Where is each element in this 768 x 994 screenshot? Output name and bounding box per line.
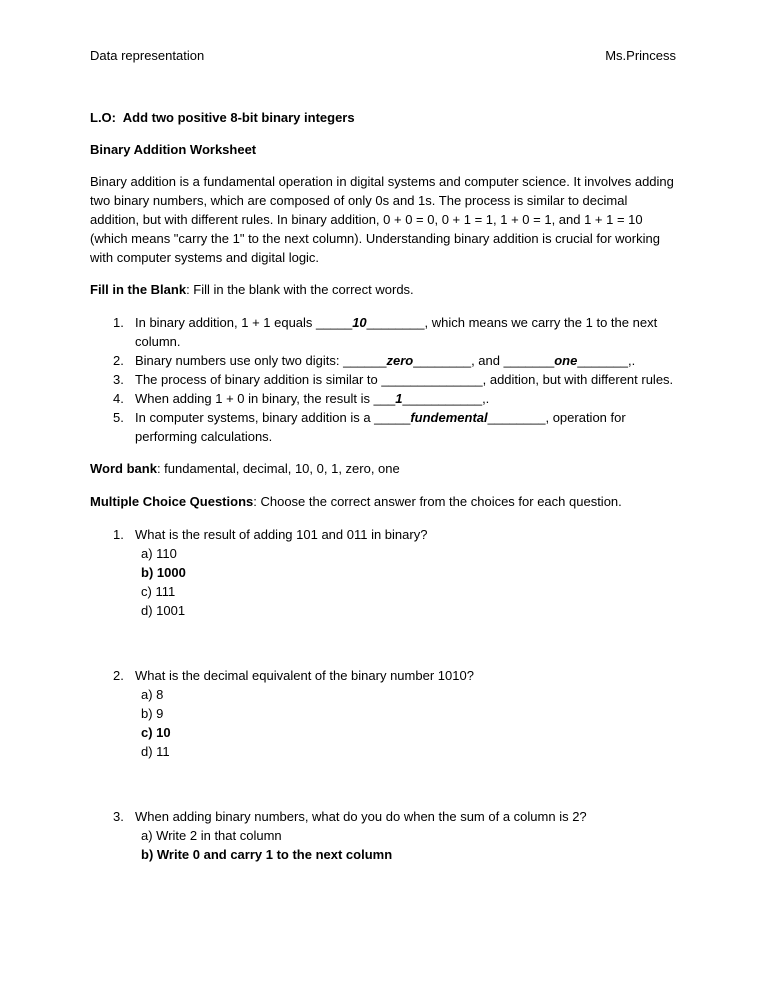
item-pre-text: Binary numbers use only two digits: — [135, 353, 344, 368]
fill-blank-instruction: : Fill in the blank with the correct words. — [186, 282, 414, 297]
mcq-heading-label: Multiple Choice Questions — [90, 494, 254, 509]
mcq-option-c: c) 10 — [141, 725, 171, 740]
worksheet-title: Binary Addition Worksheet — [90, 142, 257, 157]
fill-blank-item-2 — [90, 351, 676, 370]
blank-line: _______ — [577, 353, 628, 368]
filled-answer: fundemental — [410, 410, 488, 425]
item-pre-text: In computer systems, binary addition is a — [135, 410, 375, 425]
word-bank — [90, 459, 676, 478]
mcq-question-2 — [90, 666, 676, 761]
filled-answer: 1 — [395, 391, 403, 406]
item-pre-text: When adding 1 + 0 in binary, the result is — [135, 391, 374, 406]
blank-line: _____ — [316, 315, 353, 330]
options-list — [90, 544, 676, 620]
mcq-option-a: a) 110 — [141, 546, 177, 561]
item-number: 2. — [113, 353, 124, 368]
fill-blank-heading-label: Fill in the Blank — [90, 282, 187, 297]
blank-line: _______ — [503, 353, 555, 368]
item-pre-text: In binary addition, 1 + 1 equals — [135, 315, 317, 330]
fill-blank-item-3 — [90, 370, 676, 389]
item-number: 4. — [113, 391, 124, 406]
page-header — [90, 46, 676, 65]
filled-answer: zero — [386, 353, 414, 368]
options-list — [90, 826, 676, 864]
mcq-heading — [90, 492, 676, 511]
fill-blank-item-5 — [90, 408, 676, 446]
mcq-question-1 — [90, 525, 676, 620]
fill-blank-list — [90, 313, 676, 446]
blank-line: ________ — [413, 353, 472, 368]
mcq-option-a: a) 8 — [141, 687, 164, 702]
blank-line: ______________ — [381, 372, 483, 387]
word-bank-words: : fundamental, decimal, 10, 0, 1, zero, one — [156, 461, 400, 476]
item-number: 5. — [113, 410, 124, 425]
item-number: 3. — [113, 372, 124, 387]
mcq-option-c: c) 111 — [141, 584, 176, 599]
question-text: What is the result of adding 101 and 011 in binary? — [135, 527, 428, 542]
fill-blank-item-1 — [90, 313, 676, 351]
mcq-instruction: : Choose the correct answer from the choices for each question. — [253, 494, 622, 509]
options-list — [90, 685, 676, 761]
question-row — [90, 807, 676, 826]
fill-blank-item-4 — [90, 389, 676, 408]
question-row — [90, 666, 676, 685]
mcq-option-b: b) 9 — [141, 706, 164, 721]
header-right: Ms.Princess — [605, 48, 676, 63]
question-number: 3. — [113, 809, 124, 824]
mcq-option-d: d) 1001 — [141, 603, 186, 618]
blank-line: ___ — [373, 391, 396, 406]
item-pre-text: The process of binary addition is similar to — [135, 372, 382, 387]
question-text: When adding binary numbers, what do you do when the sum of a column is 2? — [135, 809, 587, 824]
item-post-text: ,. — [482, 391, 490, 406]
filled-answer: one — [554, 353, 578, 368]
mcq-option-d: d) 11 — [141, 744, 170, 759]
item-post-text: , addition, but with different rules. — [482, 372, 674, 387]
blank-line: ___________ — [402, 391, 483, 406]
mcq-list — [90, 525, 676, 864]
intro-paragraph: Binary addition is a fundamental operation in digital systems and computer science. It involves adding two binary numbers, which are composed of only 0s and 1s. The process is similar to decimal addition, but with different rules. In binary addition, 0 + 0 = 0, 0 + 1 = 1, 1 + 0 = 1, and 1 + 1 = 10 (which means "carry the 1" to the next column). Understanding binary addition is crucial for working with computer systems and digital logic. — [90, 174, 674, 265]
item-mid-text: , and — [471, 353, 504, 368]
blank-line: _____ — [374, 410, 411, 425]
item-post-text: , operation for performing calculations. — [135, 410, 626, 444]
question-number: 2. — [113, 668, 124, 683]
blank-line: ______ — [343, 353, 387, 368]
question-text: What is the decimal equivalent of the binary number 1010? — [135, 668, 474, 683]
blank-line: ________ — [366, 315, 425, 330]
header-left: Data representation — [90, 48, 205, 63]
fill-blank-heading — [90, 280, 676, 299]
filled-answer: 10 — [352, 315, 367, 330]
item-text — [135, 370, 676, 389]
item-text — [135, 389, 676, 408]
question-row — [90, 525, 676, 544]
learning-objective: L.O: Add two positive 8-bit binary integers — [90, 110, 355, 125]
mcq-option-b: b) Write 0 and carry 1 to the next column — [141, 847, 393, 862]
mcq-option-b: b) 1000 — [141, 565, 186, 580]
mcq-option-a: a) Write 2 in that column — [141, 828, 282, 843]
item-text — [135, 408, 676, 446]
question-number: 1. — [113, 527, 124, 542]
item-number: 1. — [113, 315, 124, 330]
mcq-question-3 — [90, 807, 676, 864]
word-bank-label: Word bank — [90, 461, 157, 476]
item-post-text: ,. — [627, 353, 636, 368]
item-text — [135, 313, 676, 351]
item-text — [135, 351, 676, 370]
item-post-text: , which means we carry the 1 to the next column. — [135, 315, 658, 349]
blank-line: ________ — [487, 410, 546, 425]
